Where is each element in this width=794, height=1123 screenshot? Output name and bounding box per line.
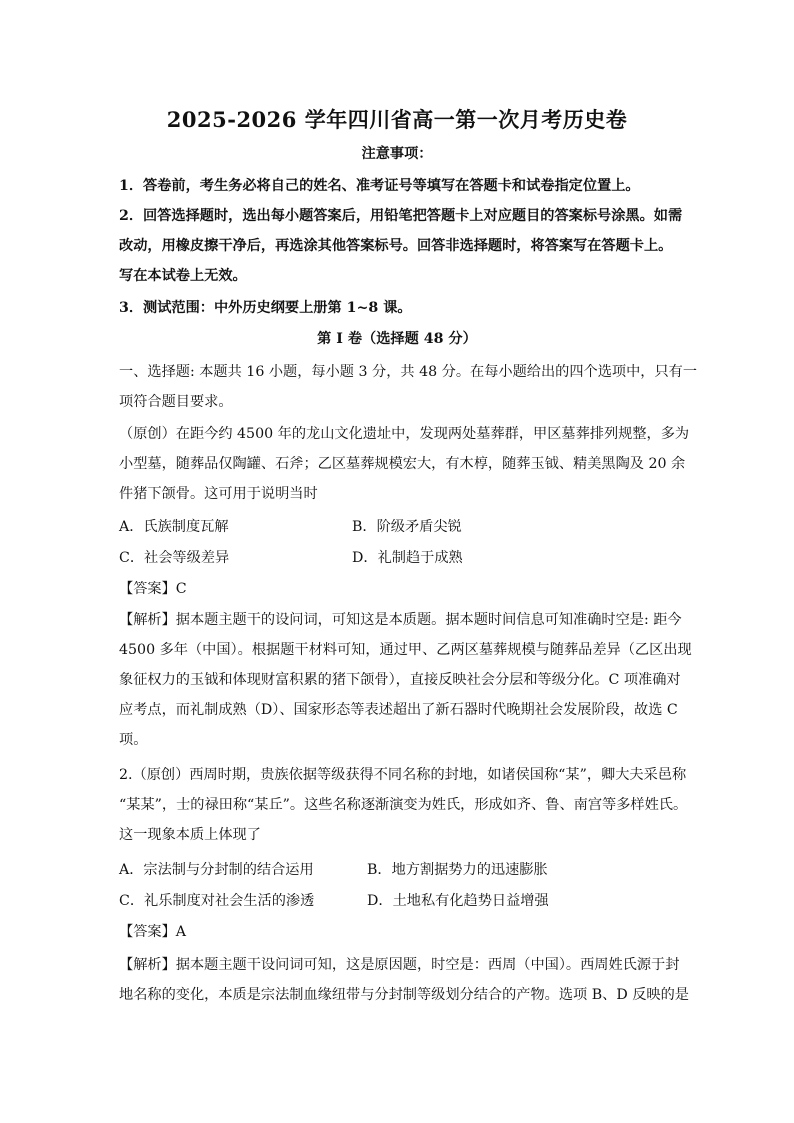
q2-option-b: B．地方割据势力的迅速膨胀 [367, 862, 548, 878]
q2-option-c: C．礼乐制度对社会生活的渗透 [119, 893, 315, 909]
section-heading: 第 I 卷（选择题 48 分） [317, 331, 477, 347]
q2-answer: 【答案】A [119, 924, 186, 940]
section-intro-line-2: 项符合题目要求。 [119, 394, 233, 410]
q2-analysis-line-2: 地名称的变化，本质是宗法制血缘纽带与分封制等级划分结合的产物。选项 B、D 反映的是 [119, 987, 689, 1003]
q1-analysis-line-4: 应考点，而礼制成熟（D）、国家形态等表述超出了新石器时代晚期社会发展阶段，故选 C [119, 702, 678, 718]
q1-analysis-line-5: 项。 [119, 732, 148, 748]
notice-item-2-end: 写在本试卷上无效。 [119, 268, 247, 284]
section-intro-line-1: 一、选择题: 本题共 16 小题，每小题 3 分，共 48 分。在每小题给出的四个选项中，只有一 [119, 364, 698, 380]
q1-option-c: C．社会等级差异 [119, 550, 230, 566]
q1-answer: 【答案】C [119, 581, 187, 597]
q1-option-b: B．阶级矛盾尖锐 [352, 519, 462, 535]
q2-stem-line-3: 这一现象本质上体现了 [119, 827, 261, 843]
exam-title: 2025-2026 学年四川省高一第一次月考历史卷 [166, 107, 628, 132]
notice-item-2-cont: 改动，用橡皮擦干净后，再选涂其他答案标号。回答非选择题时，将答案写在答题卡上。 [119, 238, 673, 254]
q1-stem-line-2: 小型墓，随葬品仅陶罐、石斧；乙区墓葬规模宏大，有木椁，随葬玉钺、精美黑陶及 20 余 [119, 456, 686, 472]
notice-item-3: 3．测试范围：中外历史纲要上册第 1~8 课。 [119, 300, 412, 316]
notice-item-2: 2．回答选择题时，选出每小题答案后，用铅笔把答题卡上对应题目的答案标号涂黑。如需 [119, 208, 683, 224]
q1-analysis-line-1: 【解析】据本题主题干的设问词，可知这是本质题。据本题时间信息可知准确时空是: 距今 [119, 612, 682, 628]
q1-option-d: D．礼制趋于成熟 [352, 550, 463, 566]
q2-stem-line-2: “某某”，士的禄田称“某丘”。这些名称逐渐演变为姓氏，形成如齐、鲁、南宫等多样姓氏。 [119, 797, 688, 813]
q2-option-a: A．宗法制与分封制的结合运用 [119, 862, 314, 878]
q1-option-a: A．氏族制度瓦解 [119, 519, 229, 535]
q2-stem-line-1: 2.（原创）西周时期，贵族依据等级获得不同名称的封地，如诸侯国称“某”，卿大夫采邑称 [119, 767, 687, 783]
q1-stem-line-1: （原创）在距今约 4500 年的龙山文化遗址中，发现两处墓葬群，甲区墓葬排列规整，多为 [119, 426, 690, 442]
q2-option-d: D．土地私有化趋势日益增强 [367, 893, 549, 909]
notice-heading: 注意事项： [361, 146, 433, 162]
q2-analysis-line-1: 【解析】据本题主题干设问词可知，这是原因题，时空是：西周（中国）。西周姓氏源于封 [119, 957, 680, 973]
notice-item-1: 1．答卷前，考生务必将自己的姓名、准考证号等填写在答题卡和试卷指定位置上。 [119, 178, 640, 194]
q1-analysis-line-3: 象征权力的玉钺和体现财富积累的猪下颌骨），直接反映社会分层和等级分化。C 项准确对 [119, 672, 681, 688]
q1-analysis-line-2: 4500 多年（中国）。根据题干材料可知，通过甲、乙两区墓葬规模与随葬品差异（乙区出现 [119, 642, 692, 658]
q1-stem-line-3: 件猪下颌骨。这可用于说明当时 [119, 486, 318, 502]
